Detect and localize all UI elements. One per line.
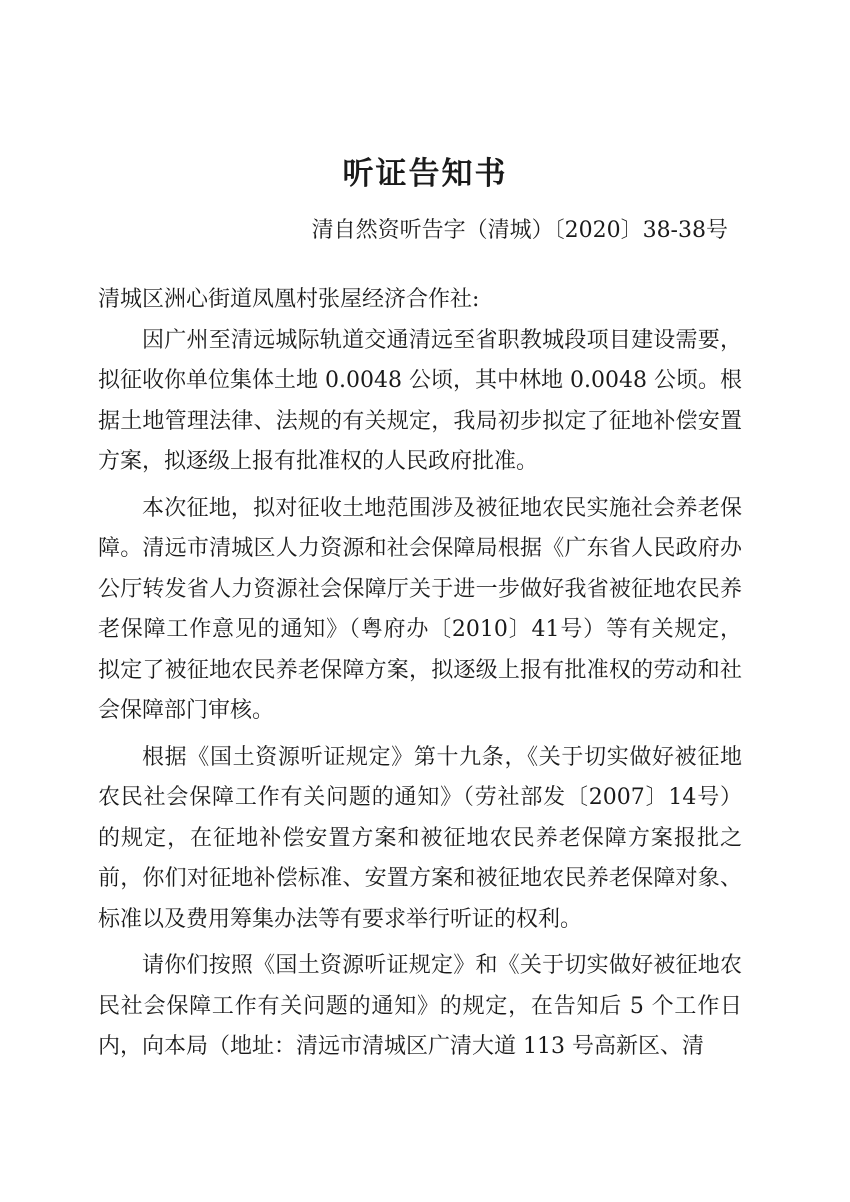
document-number: 清自然资听告字（清城）〔2020〕38-38号 [311, 218, 728, 243]
addressee: 清城区洲心街道凤凰村张屋经济合作社: [98, 287, 480, 312]
document-body [98, 280, 742, 1074]
paragraph-1: 因广州至清远城际轨道交通清远至省职教城段项目建设需要，拟征收你单位集体土地 0.0048 公顷，其中林地 0.0048 公顷。根据土地管理法律、法规的有关规定，我局初步拟定了征地补偿安置方案，拟逐级上报有批准权的人民政府批准。 [98, 327, 742, 474]
paragraph-4: 请你们按照《国土资源听证规定》和《关于切实做好被征地农民社会保障工作有关问题的通知》的规定，在告知后 5 个工作日内，向本局（地址：清远市清城区广清大道 113 号高新区、清 [98, 953, 742, 1059]
paragraph-3: 根据《国土资源听证规定》第十九条，《关于切实做好被征地农民社会保障工作有关问题的通知》（劳社部发〔2007〕14号）的规定，在征地补偿安置方案和被征地农民养老保障方案报批之前，你们对征地补偿标准、安置方案和被征地农民养老保障对象、标准以及费用筹集办法等有要求举行听证的权利。 [98, 744, 742, 932]
paragraph-2: 本次征地，拟对征收土地范围涉及被征地农民实施社会养老保障。清远市清城区人力资源和社会保障局根据《广东省人民政府办公厅转发省人力资源社会保障厅关于进一步做好我省被征地农民养老保障工作意见的通知》（粤府办〔2010〕41号）等有关规定，拟定了被征地农民养老保障方案，拟逐级上报有批准权的劳动和社会保障部门审核。 [98, 495, 742, 723]
document-title: 听证告知书 [342, 156, 508, 192]
